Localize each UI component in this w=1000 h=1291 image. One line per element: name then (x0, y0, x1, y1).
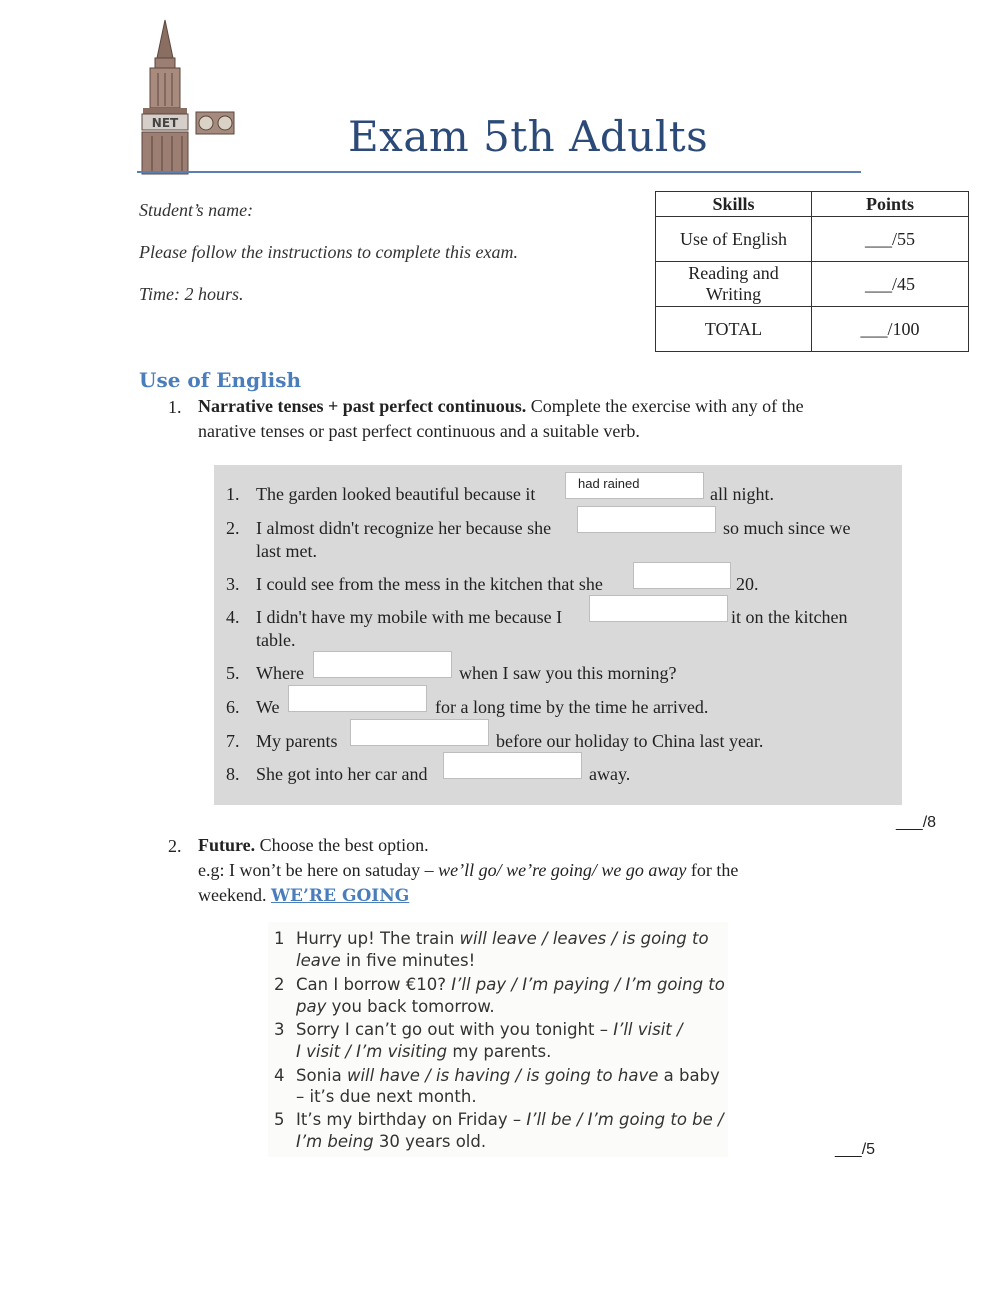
q1-item-7-text: My parents (256, 731, 338, 751)
table-row (656, 307, 969, 352)
section-heading: Use of English (139, 368, 302, 392)
school-logo (138, 18, 243, 176)
q1-item-4-cont: table. (256, 630, 296, 650)
q1-title: Narrative tenses + past perfect continuous. (198, 396, 527, 416)
answer-input-5[interactable] (313, 651, 452, 678)
answer-input-7[interactable] (350, 719, 489, 746)
q1-item-4-text: I didn't have my mobile with me because I (256, 607, 563, 627)
score-table-header (656, 192, 969, 217)
list-item: 8. (226, 764, 240, 784)
q1-item-6-text: We (256, 697, 280, 717)
q1-item-3-text: I could see from the mess in the kitchen that she (256, 574, 603, 594)
title-divider (137, 171, 861, 173)
list-item: 2. (226, 518, 240, 538)
answer-input-4[interactable] (589, 595, 728, 622)
list-item: 4. (226, 607, 240, 627)
q1-item-6-after: for a long time by the time he arrived. (435, 697, 709, 717)
answer-input-1[interactable]: had rained (565, 472, 704, 499)
logo-text: NET (151, 116, 179, 130)
q1-item-8-after: away. (589, 764, 631, 784)
q1-item-2-text: I almost didn't recognize her because she (256, 518, 552, 538)
q1-item-2-after: so much since we (723, 518, 851, 538)
q2-number: 2. (168, 836, 182, 856)
score-table (655, 191, 969, 352)
q1-item-1-text: The garden looked beautiful because it (256, 484, 536, 504)
q1-number: 1. (168, 397, 182, 417)
skill-cell: TOTAL (656, 307, 812, 352)
answer-input-6[interactable] (288, 685, 427, 712)
list-item: 3. (226, 574, 240, 594)
student-name-label: Student’s name: (139, 200, 254, 220)
exercise-1-box (214, 465, 902, 805)
table-row (656, 217, 969, 262)
skill-cell: Reading and Writing (656, 262, 812, 307)
page-title: Exam 5th Adults (348, 112, 709, 161)
list-item: 7. (226, 731, 240, 751)
q1-item-4-after: it on the kitchen (731, 607, 848, 627)
q2-example-options: we’ll go/ we’re going/ we go away (438, 860, 687, 880)
list-item: 5. (226, 663, 240, 683)
points-cell: ___/45 (812, 262, 969, 307)
table-row (656, 262, 969, 307)
q1-item-8-text: She got into her car and (256, 764, 428, 784)
q1-item-3-after: 20. (736, 574, 759, 594)
q2-example-answer: WE’RE GOING (270, 886, 410, 906)
list-item: 6. (226, 697, 240, 717)
q1-item-5-text: Where (256, 663, 304, 683)
q1-score: ___/8 (896, 814, 937, 831)
q1-item-7-after: before our holiday to China last year. (496, 731, 764, 751)
q1-instructions: Narrative tenses + past perfect continuous. Complete the exercise with any of the narative tenses or past perfect continuous and a suitable verb. (198, 396, 804, 441)
q2-score: ___/5 (835, 1141, 876, 1158)
points-header: Points (812, 192, 969, 217)
skill-cell: Use of English (656, 217, 812, 262)
q2-instructions: Future. Choose the best option. e.g: I won’t be here on satuday – we’ll go/ we’re going/ we go away for the weekend. WE’RE GOING (198, 835, 739, 906)
points-cell: ___/100 (812, 307, 969, 352)
q2-title: Future. (198, 835, 256, 855)
q1-item-2-cont: last met. (256, 541, 317, 561)
skills-header: Skills (656, 192, 812, 217)
points-cell: ___/55 (812, 217, 969, 262)
answer-input-8[interactable] (443, 752, 582, 779)
instructions-text: Please follow the instructions to complete this exam. (139, 242, 518, 262)
answer-input-2[interactable] (577, 506, 716, 533)
q1-item-5-after: when I saw you this morning? (459, 663, 677, 683)
q1-item-1-after: all night. (710, 484, 774, 504)
exercise-2-image: 1 Hurry up! The train will leave / leaves / is going to leave in five minutes! 2 Can I borrow €10? I’ll pay / I’m paying / I’m going to pay you back tomorrow. 3 Sorry I can’t go out with you tonight – I’ll visit / I visit / I’m visiting my parents. 4 Sonia will have / is having / is going to have a baby – it’s due next month. 5 It’s my birthday on Friday – I’ll be / I’m going to be / I’m being 30 years old. (268, 922, 728, 1157)
time-text: Time: 2 hours. (139, 284, 244, 304)
answer-input-3[interactable] (633, 562, 731, 589)
list-item: 1. (226, 484, 240, 504)
